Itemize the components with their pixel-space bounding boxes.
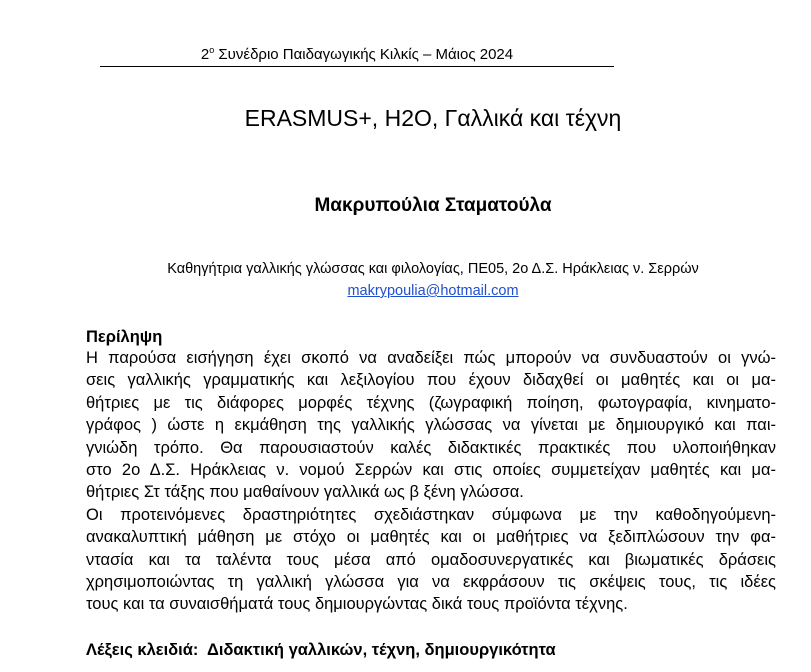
abstract-line: γράφος ) ώστε η εκμάθηση της γαλλικής γλώσσας να γίνεται με δημιουργικό και παι-	[86, 416, 776, 435]
abstract-line: Οι προτεινόμενες δραστηριότητες σχεδιάστηκαν σύμφωνα με την καθοδηγούμενη-	[86, 505, 776, 524]
abstract-line: τους και τα συναισθήματά τους δημιουργώντας δικά τους προϊόντα τέχνης.	[86, 595, 628, 614]
header-text: Συνέδριο Παιδαγωγικής Κιλκίς – Μάιος 2024	[214, 46, 514, 63]
abstract-line: ανακαλυπτική μάθηση με στόχο οι μαθητές και οι μαθήτριες να ξεδιπλώσουν την φα-	[86, 528, 776, 547]
abstract-heading: Περίληψη	[86, 328, 163, 346]
keywords	[86, 639, 556, 661]
abstract-line: Η παρούσα εισήγηση έχει σκοπό να αναδείξει πώς μπορούν να συνδυαστούν οι γνώ-	[86, 349, 776, 367]
author-name: Μακρυπούλια Σταματούλα	[314, 195, 552, 216]
header-ordinal: 2	[200, 46, 210, 63]
abstract-line: σεις γαλλικής γραμματικής και λεξιλογίου που έχουν διδαχθεί οι μαθητές και οι μα-	[86, 371, 776, 390]
author-affiliation: Καθηγήτρια γαλλικής γλώσσας και φιλολογίας, ΠΕ05, 2ο Δ.Σ. Ηράκλειας ν. Σερρών	[167, 261, 699, 277]
abstract-line: θήτριες Στ τάξης που μαθαίνουν γαλλικά ως β ξένη γλώσσα.	[86, 483, 524, 502]
abstract-line: στο 2ο Δ.Σ. Ηράκλειας ν. νομού Σερρών και στις οποίες συμμετείχαν μαθητές και μα-	[86, 461, 776, 480]
author-email	[0, 281, 811, 301]
running-header	[100, 40, 614, 67]
header-superscript: ο	[209, 45, 215, 55]
email-link[interactable]: makrypoulia@hotmail.com	[347, 283, 519, 299]
paper-title: ERASMUS+, H2O, Γαλλικά και τέχνη	[244, 105, 622, 131]
abstract-line: θήτριες με τις διάφορες μορφές τέχνης (ζωγραφική ποίηση, φωτογραφία, κινηματο-	[86, 393, 776, 412]
keywords-value: Διδακτική γαλλικών, τέχνη, δημιουργικότητα	[206, 641, 556, 659]
abstract-body	[86, 347, 776, 616]
keywords-label: Λέξεις κλειδιά:	[86, 641, 199, 659]
abstract-line: γνιώδη τρόπο. Θα παρουσιαστούν καλές διδακτικές πρακτικές που υλοποιήθηκαν	[86, 438, 776, 457]
abstract-line: χρησιμοποιώντας τη γαλλική γλώσσα για να εκφράσουν τις σκέψεις τους, τις ιδέες	[86, 573, 776, 592]
abstract-line: ντασία και τα ταλέντα τους μέσα από ομαδοσυνεργατικές και βιωματικές δράσεις	[86, 550, 776, 569]
